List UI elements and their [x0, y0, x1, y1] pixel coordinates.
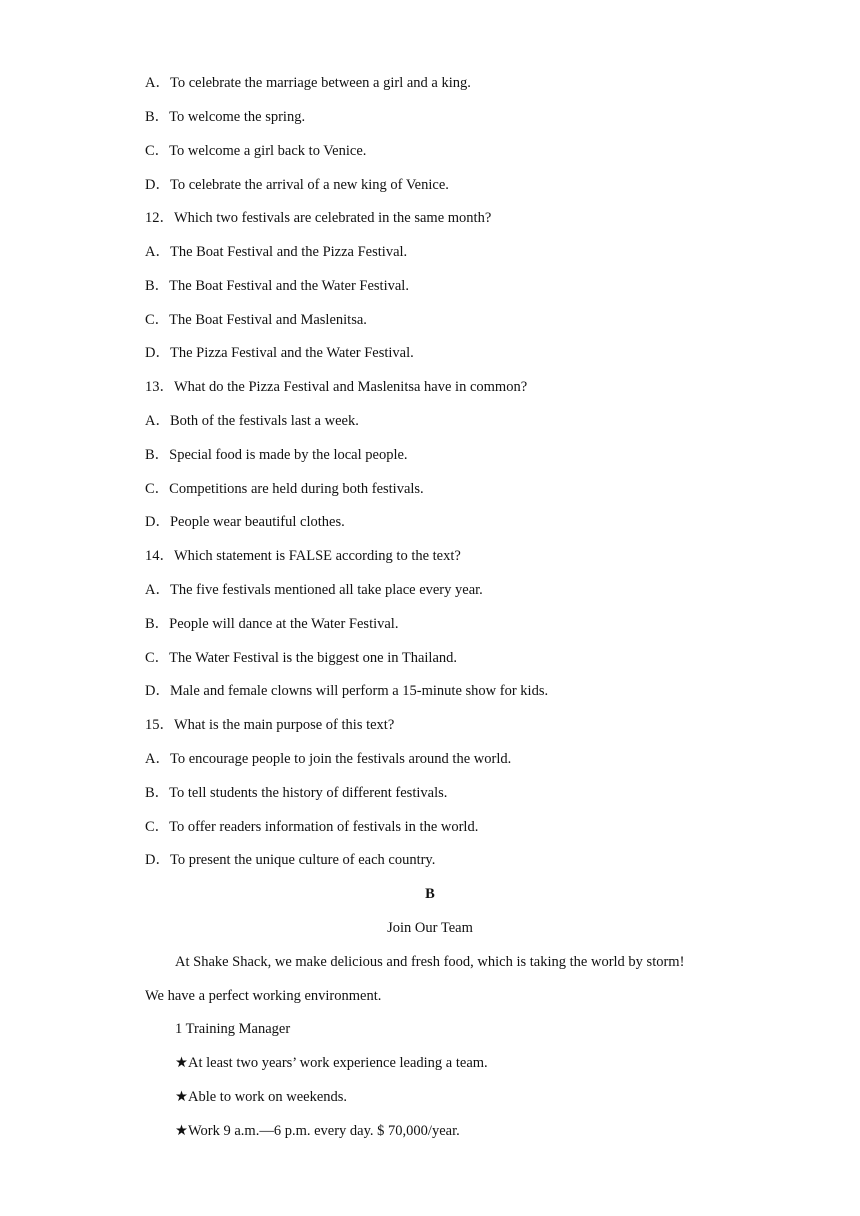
- job-requirement: ★Work 9 a.m.—6 p.m. every day. $ 70,000/year.: [175, 1123, 460, 1139]
- q11-option-a: A．To celebrate the marriage between a girl and a king.: [145, 75, 471, 91]
- intro-paragraph-line-2: We have a perfect working environment.: [145, 988, 382, 1004]
- q15-option-a: A．To encourage people to join the festivals around the world.: [145, 751, 512, 767]
- q13-question: 13．What do the Pizza Festival and Maslenitsa have in common?: [145, 379, 528, 395]
- intro-paragraph-line-1: At Shake Shack, we make delicious and fresh food, which is taking the world by storm!: [175, 954, 685, 970]
- q13-option-c: C．Competitions are held during both festivals.: [145, 481, 424, 497]
- q12-option-d: D．The Pizza Festival and the Water Festival.: [145, 345, 414, 361]
- q14-option-c: C．The Water Festival is the biggest one in Thailand.: [145, 650, 458, 666]
- q15-option-b: B．To tell students the history of different festivals.: [145, 785, 448, 801]
- job-requirement: ★At least two years’ work experience leading a team.: [175, 1055, 488, 1071]
- job-title: 1 Training Manager: [175, 1021, 291, 1037]
- section-label: B: [425, 886, 435, 902]
- q14-option-a: A．The five festivals mentioned all take place every year.: [145, 582, 483, 598]
- job-requirement: ★Able to work on weekends.: [175, 1089, 348, 1105]
- q11-option-d: D．To celebrate the arrival of a new king of Venice.: [145, 177, 449, 193]
- q15-question: 15．What is the main purpose of this text?: [145, 717, 395, 733]
- section-title: Join Our Team: [387, 920, 473, 936]
- q11-option-b: B．To welcome the spring.: [145, 109, 306, 125]
- q12-option-c: C．The Boat Festival and Maslenitsa.: [145, 312, 367, 328]
- q12-option-b: B．The Boat Festival and the Water Festival.: [145, 278, 409, 294]
- q12-question: 12．Which two festivals are celebrated in the same month?: [145, 210, 492, 226]
- q12-option-a: A．The Boat Festival and the Pizza Festival.: [145, 244, 408, 260]
- q11-option-c: C．To welcome a girl back to Venice.: [145, 143, 367, 159]
- q14-question: 14．Which statement is FALSE according to the text?: [145, 548, 461, 564]
- q13-option-d: D．People wear beautiful clothes.: [145, 514, 345, 530]
- q14-option-b: B．People will dance at the Water Festival.: [145, 616, 399, 632]
- q15-option-d: D．To present the unique culture of each country.: [145, 852, 436, 868]
- q14-option-d: D．Male and female clowns will perform a 15-minute show for kids.: [145, 683, 549, 699]
- q13-option-b: B．Special food is made by the local people.: [145, 447, 408, 463]
- q15-option-c: C．To offer readers information of festivals in the world.: [145, 819, 479, 835]
- q13-option-a: A．Both of the festivals last a week.: [145, 413, 359, 429]
